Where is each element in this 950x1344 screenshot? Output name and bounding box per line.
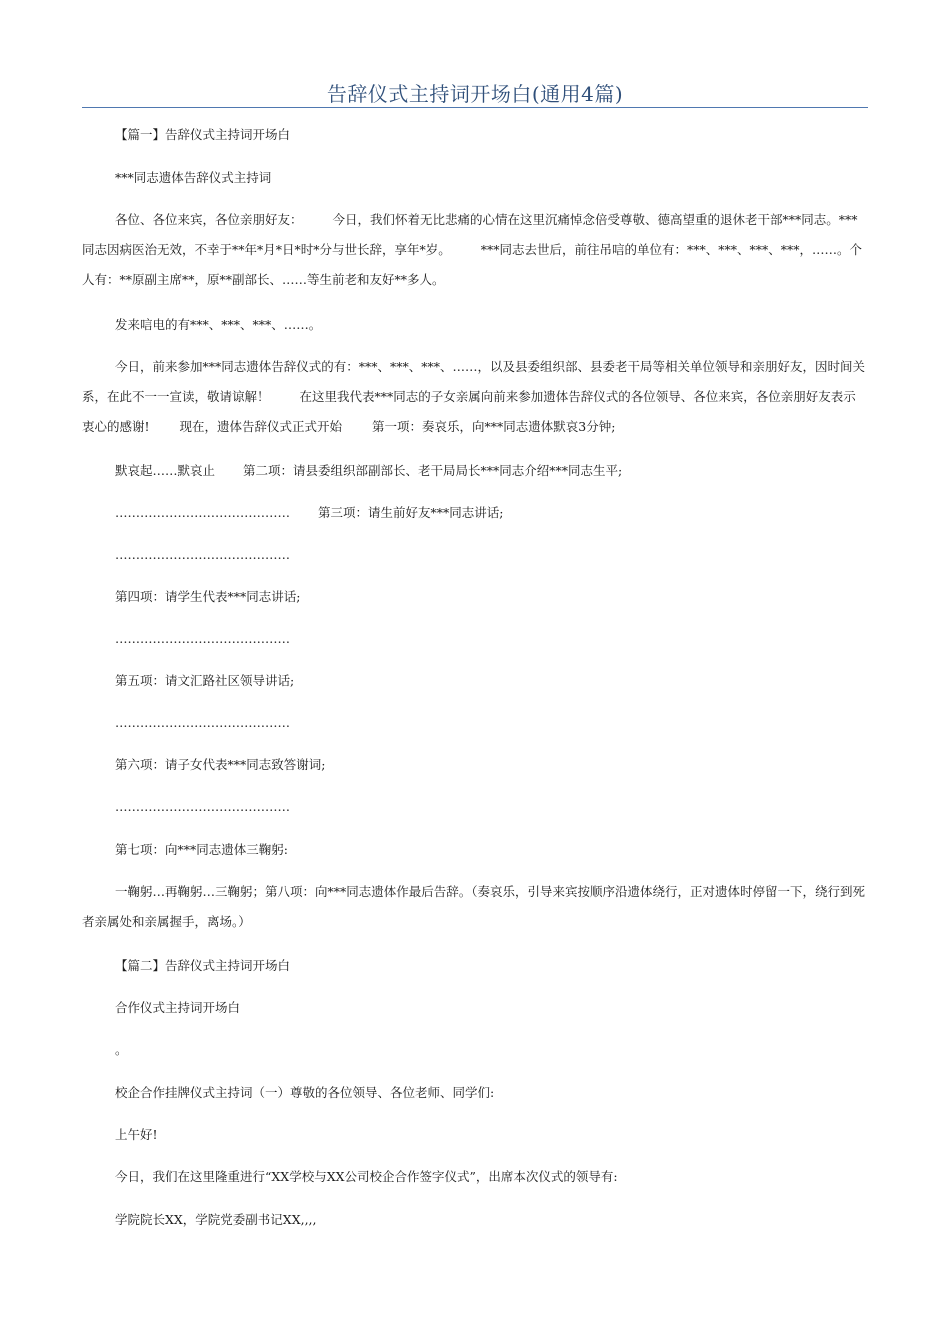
dots-separator: …………………………………… bbox=[115, 547, 290, 562]
item-2: 第二项：请县委组织部副部长、老干局局长***同志介绍***同志生平; bbox=[243, 463, 623, 478]
section2-line2: 上午好! bbox=[115, 1127, 158, 1142]
start-text: 现在，遗体告辞仪式正式开始 bbox=[179, 419, 343, 434]
dots-separator: …………………………………… bbox=[115, 715, 290, 730]
dots-separator: …………………………………… bbox=[115, 799, 290, 814]
thanks-text: 在这里我代表***同志的子女亲属向前来参加遗体告辞仪式的各位领导、各位来宾，各位亲朋好友表示衷心的感谢! bbox=[82, 389, 856, 434]
greeting-text: 各位、各位来宾，各位亲朋好友： bbox=[115, 212, 303, 227]
intro-text: 今日，我们怀着无比悲痛的心情在这里沉痛悼念倍受尊敬、德高望重的退休老干部***同志。***同志因病医治无效，不幸于**年*月*日*时*分与世长辞，享年*岁。 bbox=[82, 212, 858, 257]
paragraph-telegrams: 发来唁电的有***、***、***、……。 bbox=[115, 317, 322, 332]
item-6: 第六项：请子女代表***同志致答谢词; bbox=[115, 757, 326, 772]
item-5: 第五项：请文汇路社区领导讲话; bbox=[115, 673, 295, 688]
section1-heading: 【篇一】告辞仪式主持词开场白 bbox=[115, 127, 291, 142]
section2-mark: 。 bbox=[115, 1042, 128, 1057]
silence-text: 默哀起……默哀止 bbox=[115, 463, 216, 478]
paragraph-silence bbox=[82, 456, 868, 486]
item-7: 第七项：向***同志遗体三鞠躬: bbox=[115, 842, 288, 857]
dots-separator: …………………………………… bbox=[115, 631, 290, 646]
units-text: ***同志去世后，前往吊唁的单位有：***、***、***、***，……。个人有：**原副主席**，原**副部长、……等生前老和友好**多人。 bbox=[82, 242, 863, 287]
dots-separator: …………………………………… bbox=[115, 505, 290, 520]
section1-subtitle: ***同志遗体告辞仪式主持词 bbox=[115, 170, 272, 185]
document-title: 告辞仪式主持词开场白(通用4篇) bbox=[326, 82, 624, 106]
item-3: 第三项：请生前好友***同志讲话; bbox=[318, 505, 504, 520]
section2-subtitle: 合作仪式主持词开场白 bbox=[115, 1000, 241, 1015]
section2-heading: 【篇二】告辞仪式主持词开场白 bbox=[115, 958, 291, 973]
section2-line1: 校企合作挂牌仪式主持词（一）尊敬的各位领导、各位老师、同学们: bbox=[115, 1085, 495, 1100]
paragraph-item3 bbox=[82, 498, 868, 528]
attendees-text: 今日，前来参加***同志遗体告辞仪式的有：***、***、***、……，以及县委组织部、县委老干局等相关单位领导和亲朋好友，因时间关系，在此不一一宣读，敬请谅解！ bbox=[82, 359, 866, 404]
section2-line3: 今日，我们在这里隆重进行“XX学校与XX公司校企合作签字仪式”，出席本次仪式的领导有: bbox=[115, 1169, 618, 1184]
paragraph-attendees bbox=[82, 352, 868, 442]
section2-line4: 学院院长XX，学院党委副书记XX,,,, bbox=[115, 1212, 317, 1227]
item-1: 第一项：奏哀乐，向***同志遗体默哀3分钟; bbox=[372, 419, 616, 434]
item-8: 一鞠躬…再鞠躬…三鞠躬；第八项：向***同志遗体作最后告辞。（奏哀乐，引导来宾按顺序沿遗体绕行，正对遗体时停留一下，绕行到死者亲属处和亲属握手，离场。） bbox=[82, 884, 866, 929]
paragraph-opening bbox=[82, 205, 868, 295]
title-underline bbox=[82, 107, 868, 108]
item-4: 第四项：请学生代表***同志讲话; bbox=[115, 589, 301, 604]
